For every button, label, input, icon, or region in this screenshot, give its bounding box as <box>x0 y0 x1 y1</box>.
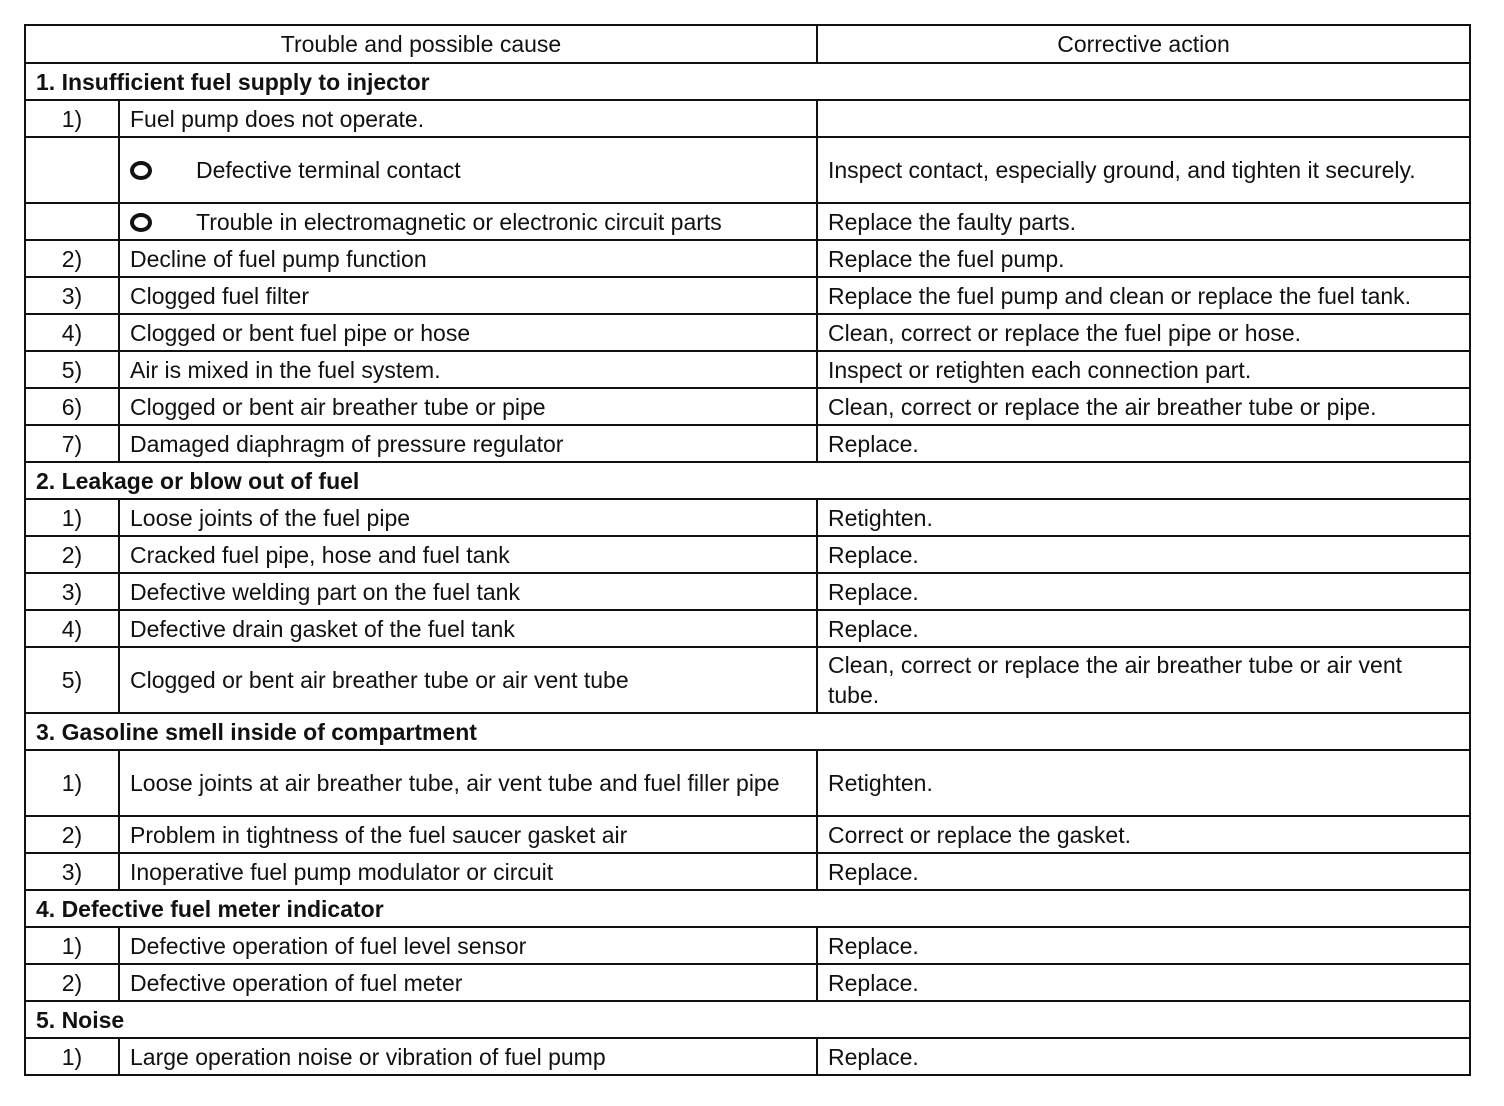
section-row <box>25 890 1470 927</box>
table-row <box>25 927 1470 964</box>
row-action: Replace. <box>817 610 1470 647</box>
section-row <box>25 63 1470 100</box>
row-cause: Clogged or bent air breather tube or pipe <box>119 388 817 425</box>
bullet-circle-icon <box>130 161 152 180</box>
row-cause: Cracked fuel pipe, hose and fuel tank <box>119 536 817 573</box>
table-row <box>25 388 1470 425</box>
header-cause: Trouble and possible cause <box>25 25 817 63</box>
row-number <box>25 203 119 240</box>
row-action: Retighten. <box>817 499 1470 536</box>
row-cause: Decline of fuel pump function <box>119 240 817 277</box>
row-action: Replace. <box>817 1038 1470 1075</box>
row-number: 4) <box>25 610 119 647</box>
table-row <box>25 277 1470 314</box>
section-row <box>25 713 1470 750</box>
row-action: Replace. <box>817 425 1470 462</box>
row-action: Correct or replace the gasket. <box>817 816 1470 853</box>
table-header-row <box>25 25 1470 63</box>
table-row <box>25 573 1470 610</box>
row-number: 1) <box>25 927 119 964</box>
row-number: 1) <box>25 499 119 536</box>
section-title: 3. Gasoline smell inside of compartment <box>25 713 1470 750</box>
row-cause: Loose joints of the fuel pipe <box>119 499 817 536</box>
row-cause: Defective operation of fuel level sensor <box>119 927 817 964</box>
row-number: 5) <box>25 647 119 713</box>
row-number: 1) <box>25 750 119 816</box>
row-action: Replace. <box>817 964 1470 1001</box>
row-cause: Air is mixed in the fuel system. <box>119 351 817 388</box>
row-cause: Defective welding part on the fuel tank <box>119 573 817 610</box>
row-cause-cell <box>119 137 817 203</box>
row-cause: Clogged or bent air breather tube or air vent tube <box>119 647 817 713</box>
table-row <box>25 203 1470 240</box>
table-row <box>25 1038 1470 1075</box>
row-action: Replace the fuel pump and clean or replace the fuel tank. <box>817 277 1470 314</box>
row-action: Inspect contact, especially ground, and tighten it securely. <box>817 137 1470 203</box>
table-row <box>25 100 1470 137</box>
row-number: 3) <box>25 277 119 314</box>
row-number <box>25 137 119 203</box>
table-row <box>25 853 1470 890</box>
table-row <box>25 536 1470 573</box>
row-number: 5) <box>25 351 119 388</box>
row-number: 3) <box>25 573 119 610</box>
row-action: Replace. <box>817 853 1470 890</box>
section-title: 1. Insufficient fuel supply to injector <box>25 63 1470 100</box>
row-action: Replace. <box>817 536 1470 573</box>
row-cause: Defective drain gasket of the fuel tank <box>119 610 817 647</box>
table-row <box>25 647 1470 713</box>
row-cause: Damaged diaphragm of pressure regulator <box>119 425 817 462</box>
section-title: 2. Leakage or blow out of fuel <box>25 462 1470 499</box>
table-row <box>25 816 1470 853</box>
row-number: 4) <box>25 314 119 351</box>
row-cause: Large operation noise or vibration of fuel pump <box>119 1038 817 1075</box>
row-number: 2) <box>25 816 119 853</box>
row-number: 3) <box>25 853 119 890</box>
row-cause: Trouble in electromagnetic or electronic circuit parts <box>196 208 722 235</box>
row-action: Clean, correct or replace the air breather tube or air vent tube. <box>817 647 1470 713</box>
row-cause-cell <box>119 203 817 240</box>
table-row <box>25 137 1470 203</box>
section-title: 4. Defective fuel meter indicator <box>25 890 1470 927</box>
row-action: Clean, correct or replace the air breather tube or pipe. <box>817 388 1470 425</box>
row-cause: Fuel pump does not operate. <box>119 100 817 137</box>
bullet-circle-icon <box>130 213 152 232</box>
row-number: 6) <box>25 388 119 425</box>
table-row <box>25 499 1470 536</box>
row-number: 7) <box>25 425 119 462</box>
row-action: Clean, correct or replace the fuel pipe or hose. <box>817 314 1470 351</box>
table-row <box>25 351 1470 388</box>
row-action: Retighten. <box>817 750 1470 816</box>
row-number: 2) <box>25 240 119 277</box>
table-row <box>25 750 1470 816</box>
row-number: 1) <box>25 1038 119 1075</box>
troubleshooting-table <box>24 24 1471 1076</box>
row-action: Replace the fuel pump. <box>817 240 1470 277</box>
row-cause: Clogged fuel filter <box>119 277 817 314</box>
row-cause: Clogged or bent fuel pipe or hose <box>119 314 817 351</box>
row-cause: Inoperative fuel pump modulator or circuit <box>119 853 817 890</box>
troubleshooting-table-container <box>24 24 1471 1076</box>
table-row <box>25 314 1470 351</box>
row-cause: Problem in tightness of the fuel saucer gasket air <box>119 816 817 853</box>
row-cause: Defective terminal contact <box>196 157 461 183</box>
section-row <box>25 1001 1470 1038</box>
row-action: Replace. <box>817 927 1470 964</box>
section-row <box>25 462 1470 499</box>
row-number: 2) <box>25 536 119 573</box>
row-cause: Loose joints at air breather tube, air vent tube and fuel filler pipe <box>119 750 817 816</box>
row-action: Replace the faulty parts. <box>817 203 1470 240</box>
row-action: Replace. <box>817 573 1470 610</box>
table-row <box>25 964 1470 1001</box>
header-action: Corrective action <box>817 25 1470 63</box>
section-title: 5. Noise <box>25 1001 1470 1038</box>
row-number: 2) <box>25 964 119 1001</box>
row-action <box>817 100 1470 137</box>
row-number: 1) <box>25 100 119 137</box>
table-row <box>25 610 1470 647</box>
row-action: Inspect or retighten each connection part. <box>817 351 1470 388</box>
table-row <box>25 240 1470 277</box>
table-row <box>25 425 1470 462</box>
row-cause: Defective operation of fuel meter <box>119 964 817 1001</box>
